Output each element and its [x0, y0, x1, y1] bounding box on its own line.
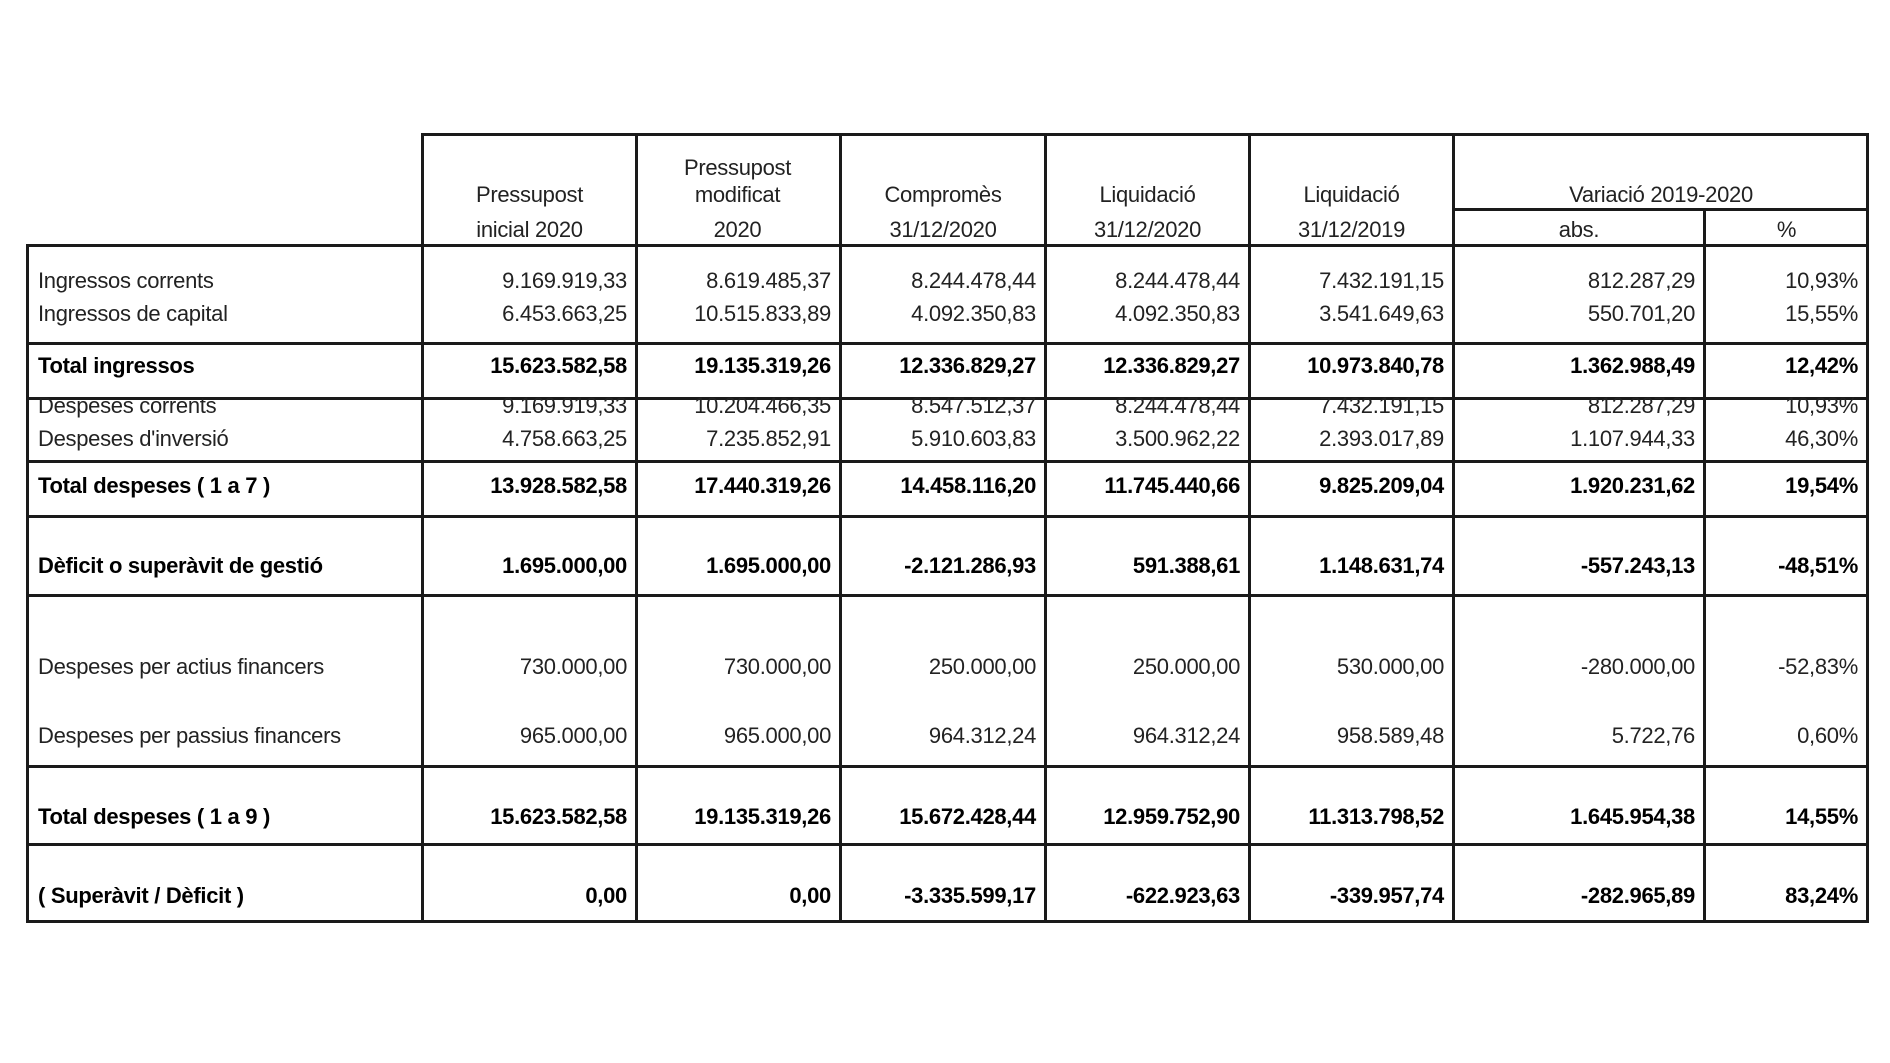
table-cell: 10.973.840,78 [1307, 353, 1444, 378]
grid-line [421, 133, 1869, 136]
col-header-compromes-line2: 31/12/2020 [889, 217, 997, 242]
table-cell: 11.745.440,66 [1104, 473, 1240, 498]
col-header-liquidacio-2019-line2: 31/12/2019 [1297, 217, 1406, 242]
col-header-liquidacio-2019-line1: Liquidació [1303, 182, 1400, 207]
table-cell: 730.000,00 [519, 654, 627, 679]
col-header-pressupost-inicial-line2: inicial 2020 [476, 217, 583, 242]
grid-line [1248, 133, 1251, 923]
col-header-variacio-pct: % [1776, 217, 1797, 242]
table-cell: 7.235.852,91 [706, 426, 831, 451]
table-cell: 4.758.663,25 [502, 426, 627, 451]
table-cell: 8.619.485,37 [706, 268, 831, 293]
table-cell: 1.107.944,33 [1570, 426, 1695, 451]
table-cell: -339.957,74 [1329, 883, 1444, 908]
table-cell: 46,30% [1785, 426, 1858, 451]
row-label: Total ingressos [38, 353, 195, 378]
row-label: ( Superàvit / Dèficit ) [38, 883, 244, 908]
col-header-pressupost-inicial-line1: Pressupost [475, 182, 584, 207]
table-cell: -282.965,89 [1580, 883, 1695, 908]
grid-line [26, 460, 1869, 463]
table-cell: 3.500.962,22 [1115, 426, 1240, 451]
col-header-pressupost-modificat-line2: 2020 [713, 217, 762, 242]
table-cell: 1.362.988,49 [1570, 353, 1695, 378]
grid-line [1452, 208, 1869, 211]
table-cell: 3.541.649,63 [1319, 301, 1444, 326]
table-cell: 12.959.752,90 [1103, 804, 1240, 829]
row-label: Despeses per passius financers [38, 723, 341, 748]
col-header-compromes-line1: Compromès [884, 182, 1002, 207]
table-cell: 10.204.466,35 [694, 393, 831, 418]
grid-line [26, 515, 1869, 518]
table-cell: 9.169.919,33 [502, 268, 627, 293]
table-cell: -280.000,00 [1580, 654, 1695, 679]
col-header-variacio-abs: abs. [1558, 217, 1600, 242]
grid-line [839, 133, 842, 923]
table-cell: 10.515.833,89 [694, 301, 831, 326]
row-label: Total despeses ( 1 a 7 ) [38, 473, 271, 498]
table-cell: -622.923,63 [1125, 883, 1240, 908]
table-cell: 19,54% [1785, 473, 1858, 498]
table-cell: 15.623.582,58 [490, 353, 627, 378]
table-cell: 83,24% [1785, 883, 1858, 908]
table-cell: 15,55% [1785, 301, 1858, 326]
grid-line [1703, 208, 1706, 923]
table-cell: 6.453.663,25 [502, 301, 627, 326]
table-cell: 591.388,61 [1132, 553, 1240, 578]
table-cell: 2.393.017,89 [1319, 426, 1444, 451]
grid-line [26, 920, 1869, 923]
table-cell: 12.336.829,27 [899, 353, 1036, 378]
table-cell: 550.701,20 [1587, 301, 1695, 326]
table-cell: 8.244.478,44 [911, 268, 1036, 293]
table-cell: 1.920.231,62 [1570, 473, 1695, 498]
table-cell: 10,93% [1785, 393, 1858, 418]
table-cell: 8.244.478,44 [1115, 393, 1240, 418]
grid-line [1452, 133, 1455, 923]
table-cell: 0,60% [1797, 723, 1858, 748]
table-cell: 5.722,76 [1611, 723, 1695, 748]
table-cell: 958.589,48 [1336, 723, 1444, 748]
table-cell: 14,55% [1785, 804, 1858, 829]
table-cell: 1.695.000,00 [502, 553, 627, 578]
table-cell: 13.928.582,58 [490, 473, 627, 498]
table-cell: 11.313.798,52 [1308, 804, 1444, 829]
table-cell: 4.092.350,83 [1115, 301, 1240, 326]
table-cell: 812.287,29 [1587, 393, 1695, 418]
grid-line [26, 244, 1869, 247]
table-cell: 5.910.603,83 [911, 426, 1036, 451]
table-cell: 964.312,24 [928, 723, 1036, 748]
table-cell: -48,51% [1778, 553, 1858, 578]
table-cell: 530.000,00 [1336, 654, 1444, 679]
col-header-liquidacio-2020-line1: Liquidació [1099, 182, 1196, 207]
grid-line [26, 244, 29, 923]
table-cell: 0,00 [585, 883, 627, 908]
table-cell: -2.121.286,93 [904, 553, 1036, 578]
table-cell: 250.000,00 [1132, 654, 1240, 679]
grid-line [421, 133, 424, 923]
grid-line [1044, 133, 1047, 923]
table-cell: 12.336.829,27 [1103, 353, 1240, 378]
col-header-pressupost-modificat-line1: modificat [694, 182, 781, 207]
table-cell: 12,42% [1785, 353, 1858, 378]
table-cell: -557.243,13 [1580, 553, 1695, 578]
grid-line [26, 765, 1869, 768]
row-label: Despeses d'inversió [38, 426, 229, 451]
table-cell: 730.000,00 [723, 654, 831, 679]
col-header-pressupost-modificat-line0: Pressupost [683, 155, 792, 180]
table-cell: 1.148.631,74 [1319, 553, 1444, 578]
row-label: Dèficit o superàvit de gestió [38, 553, 323, 578]
table-cell: 15.672.428,44 [899, 804, 1036, 829]
row-label: Ingressos corrents [38, 268, 214, 293]
grid-line [26, 843, 1869, 846]
row-label: Ingressos de capital [38, 301, 228, 326]
table-cell: 10,93% [1785, 268, 1858, 293]
table-cell: 9.825.209,04 [1319, 473, 1444, 498]
table-cell: 7.432.191,15 [1319, 393, 1444, 418]
grid-line [1866, 133, 1869, 923]
col-header-variacio: Variació 2019-2020 [1569, 182, 1753, 207]
table-cell: 19.135.319,26 [694, 804, 831, 829]
table-cell: 8.547.512,37 [911, 393, 1036, 418]
table-cell: 7.432.191,15 [1319, 268, 1444, 293]
row-label: Total despeses ( 1 a 9 ) [38, 804, 271, 829]
table-cell: 1.695.000,00 [706, 553, 831, 578]
row-label: Despeses per actius financers [38, 654, 325, 679]
table-cell: 14.458.116,20 [900, 473, 1036, 498]
table-cell: 250.000,00 [928, 654, 1036, 679]
grid-line [635, 133, 638, 923]
table-cell: 19.135.319,26 [694, 353, 831, 378]
table-cell: 17.440.319,26 [694, 473, 831, 498]
table-cell: 812.287,29 [1587, 268, 1695, 293]
table-cell: 964.312,24 [1132, 723, 1240, 748]
col-header-liquidacio-2020-line2: 31/12/2020 [1093, 217, 1202, 242]
table-cell: 965.000,00 [723, 723, 831, 748]
table-cell: 1.645.954,38 [1570, 804, 1695, 829]
table-cell: 8.244.478,44 [1115, 268, 1240, 293]
table-cell: -3.335.599,17 [904, 883, 1036, 908]
row-label: Despeses corrents [38, 393, 217, 418]
table-cell: 15.623.582,58 [490, 804, 627, 829]
table-cell: 4.092.350,83 [911, 301, 1036, 326]
table-cell: -52,83% [1778, 654, 1858, 679]
table-cell: 9.169.919,33 [502, 393, 627, 418]
grid-line [26, 594, 1869, 597]
table-cell: 965.000,00 [519, 723, 627, 748]
grid-line [26, 342, 1869, 345]
table-cell: 0,00 [789, 883, 831, 908]
